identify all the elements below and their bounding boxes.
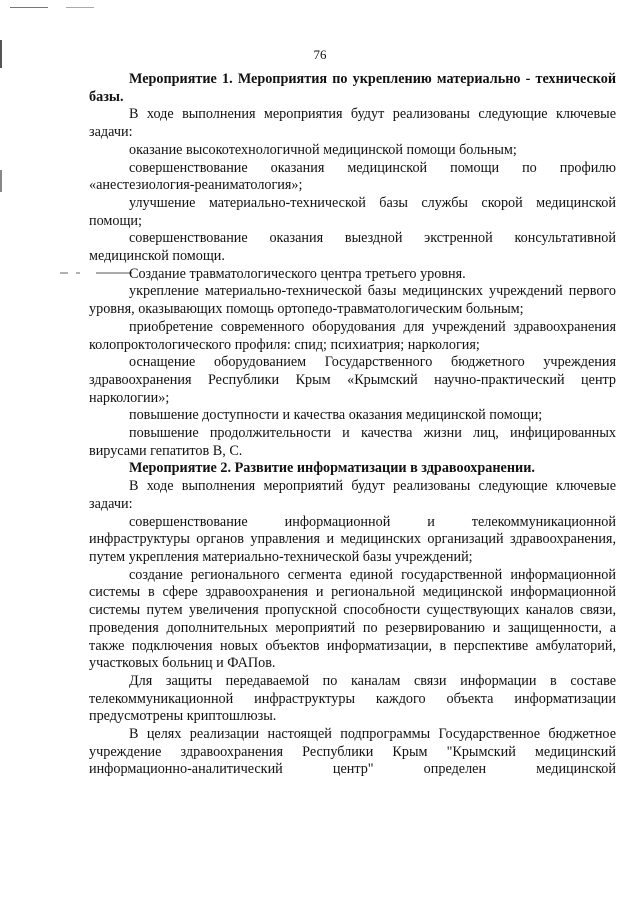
section-heading: Мероприятие 2. Развитие информатизации в здравоохранении. [129, 460, 535, 477]
paragraph: Создание травматологического центра третьего уровня. [129, 265, 466, 282]
paragraph: улучшение материально-технической базы службы скорой медицинской помощи; [89, 194, 616, 229]
paragraph: Для защиты передаваемой по каналам связи информации в составе телекоммуникационной инфраструктуры каждого объекта информатизации предусмотрены криптошлюзы. [89, 672, 616, 725]
paragraph: совершенствование информационной и телекоммуникационной инфраструктуры органов управления и медицинских организаций здравоохранения, путем укрепления материально-технической базы учреждений; [89, 513, 616, 565]
paragraph: повышение продолжительности и качества жизни лиц, инфицированных вирусами гепатитов В, С. [89, 425, 616, 459]
paragraph: оказание высокотехнологичной медицинской помощи больным; [129, 141, 517, 158]
paragraph: оснащение оборудованием Государственного бюджетного учреждения здравоохранения Республики Крым «Крымский научно-практический центр наркологии»; [89, 354, 616, 406]
page-number: 76 [313, 47, 327, 62]
paragraph: В ходе выполнения мероприятия будут реализованы следующие ключевые задачи: [89, 106, 616, 141]
paragraph: укрепление материально-технической базы медицинских учреждений первого уровня, оказывающих помощь ортопедо-травматологическим больным; [89, 283, 616, 318]
scan-mark-top-center [66, 7, 94, 8]
paragraph: В целях реализации настоящей подпрограммы Государственное бюджетное учреждение здравоохранения Республики Крым "Крымский медицинский информационно-аналитический центр" определен медицинской [89, 726, 616, 778]
document-body [89, 71, 616, 779]
scan-mark-top-left [10, 7, 48, 8]
paragraph: совершенствование оказания выездной экстренной консультативной медицинской помощи. [89, 230, 616, 265]
paragraph: создание регионального сегмента единой государственной информационной системы в сфере здравоохранения и региональной медицинской информационной системы путем увеличения пропускной способности существующих каналов связи, проведения дополнительных мероприятий по резервированию и защищенности, а также подключения новых объектов информатизации, в перспективе амбулаторий, участковых больниц и ФАПов. [89, 566, 616, 672]
scan-mark-left-edge-lower [0, 170, 2, 192]
paragraph: повышение доступности и качества оказания медицинской помощи; [129, 407, 543, 424]
paragraph: В ходе выполнения мероприятий будут реализованы следующие ключевые задачи: [89, 478, 616, 512]
section-heading: Мероприятие 1. Мероприятия по укреплению материально - технической базы. [89, 71, 616, 105]
paragraph: совершенствование оказания медицинской помощи по профилю «анестезиология-реаниматология»; [89, 159, 616, 194]
paragraph: приобретение современного оборудования для учреждений здравоохранения колопроктологического профиля: спид; психиатрия; наркология; [89, 318, 616, 353]
